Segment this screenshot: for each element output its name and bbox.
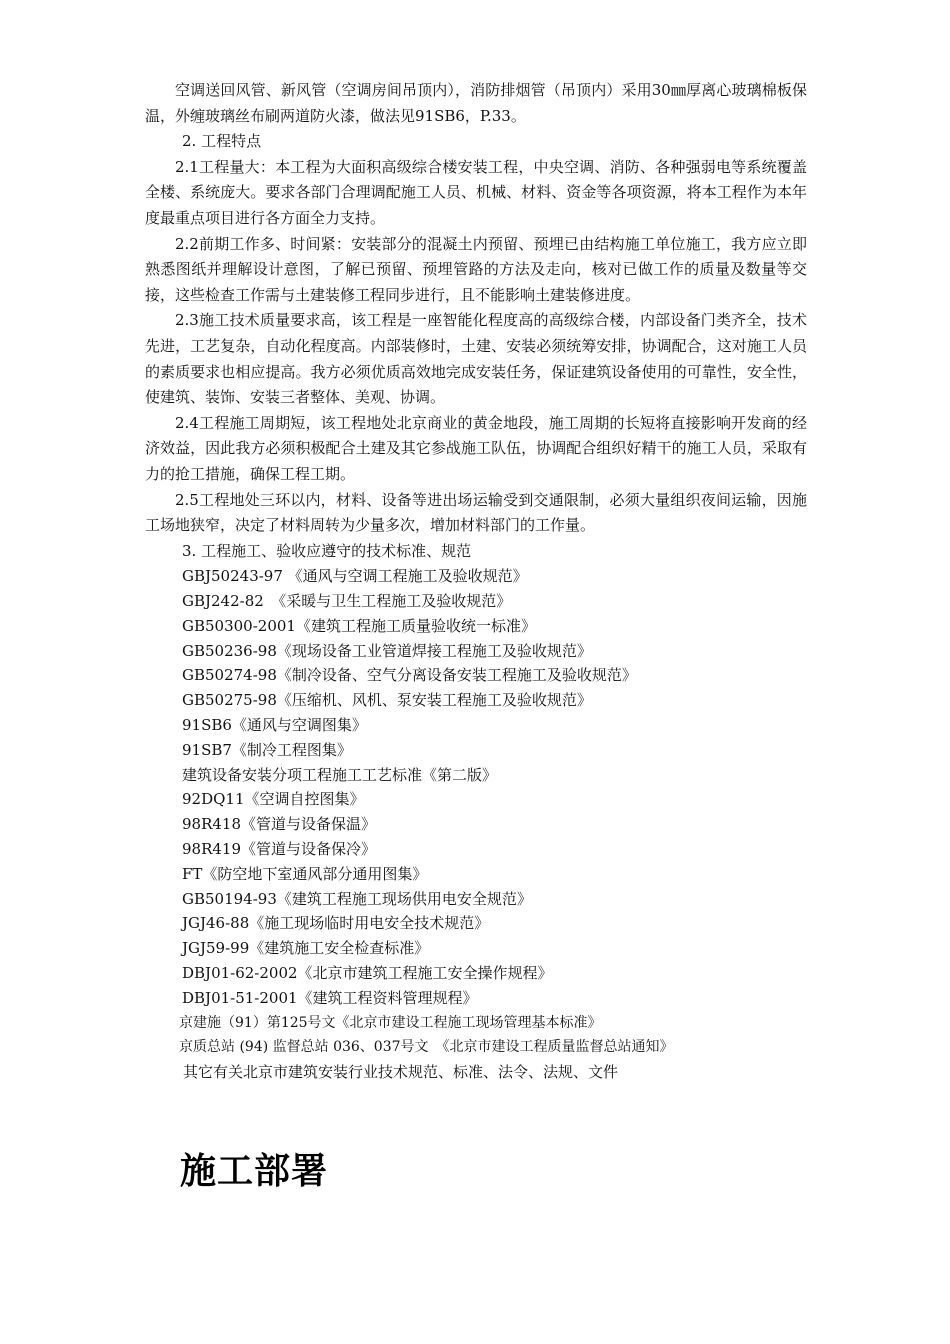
intro-paragraph: 空调送回风管、新风管（空调房间吊顶内），消防排烟管（吊顶内）采用30㎜厚离心玻璃棉板保温，外缠玻璃丝布刷两道防火漆，做法见91SB6，P.33。	[145, 81, 807, 125]
section-2-3-paragraph: 2.3施工技术质量要求高，该工程是一座智能化程度高的高级综合楼，内部设备门类齐全，技术先进，工艺复杂，自动化程度高。内部装修时，土建、安装必须统筹安排，协调配合，这对施工人员的素质要求也相应提高。我方必须优质高效地完成安装任务，保证建筑设备使用的可靠性，安全性，使建筑、装饰、安装三者整体、美观、协调。	[145, 311, 807, 407]
section-2-heading: 2. 工程特点	[182, 132, 262, 151]
section-2-4-paragraph: 2.4工程施工周期短，该工程地处北京商业的黄金地段，施工周期的长短将直接影响开发商的经济效益，因此我方必须积极配合土建及其它参战施工队伍，协调配合组织好精干的施工人员，采取有力的抢工措施，确保工程工期。	[145, 413, 807, 483]
section-2-5-paragraph: 2.5工程地处三环以内，材料、设备等进出场运输受到交通限制，必须大量组织夜间运输，因施工场地狭窄，决定了材料周转为少量多次，增加材料部门的工作量。	[145, 490, 807, 535]
standard-item: GB50236-98《现场设备工业管道焊接工程施工及验收规范》	[182, 641, 592, 660]
next-section-title: 施工部署	[180, 1151, 329, 1192]
standard-item: GBJ242-82 《采暖与卫生工程施工及验收规范》	[182, 592, 512, 611]
standards-list	[145, 564, 807, 1085]
standard-item: GB50300-2001《建筑工程施工质量验收统一标准》	[182, 616, 536, 635]
section-3-heading: 3. 工程施工、验收应遵守的技术标准、规范	[182, 541, 472, 560]
standard-item: 91SB7《制冷工程图集》	[182, 740, 352, 759]
standard-item: 京建施（91）第125号文《北京市建设工程施工现场管理基本标准》	[179, 1014, 602, 1031]
standard-item: DBJ01-51-2001《建筑工程资料管理规程》	[182, 988, 478, 1007]
standards-closing-line: 其它有关北京市建筑安装行业技术规范、标准、法令、法规、文件	[183, 1063, 619, 1082]
standard-item: 98R418《管道与设备保温》	[182, 815, 377, 834]
standard-item: 92DQ11《空调自控图集》	[182, 790, 365, 809]
standard-item: JGJ59-99《建筑施工安全检查标准》	[182, 939, 430, 958]
standard-item: GB50194-93《建筑工程施工现场供用电安全规范》	[182, 889, 532, 908]
standard-item: GB50274-98《制冷设备、空气分离设备安装工程施工及验收规范》	[182, 666, 637, 685]
section-2-1-paragraph: 2.1工程量大：本工程为大面积高级综合楼安装工程，中央空调、消防、各种强弱电等系统覆盖全楼、系统庞大。要求各部门合理调配施工人员、机械、材料、资金等各项资源，将本工程作为本年度最重点项目进行各方面全力支持。	[145, 157, 807, 227]
standard-item: 91SB6《通风与空调图集》	[182, 716, 367, 735]
document-body	[145, 78, 807, 1085]
standard-item: FT《防空地下室通风部分通用图集》	[182, 864, 428, 883]
standard-item: GB50275-98《压缩机、风机、泵安装工程施工及验收规范》	[182, 691, 592, 710]
standard-item: JGJ46-88《施工现场临时用电安全技术规范》	[182, 914, 490, 933]
standard-item: DBJ01-62-2002《北京市建筑工程施工安全操作规程》	[182, 964, 553, 983]
section-2-2-paragraph: 2.2前期工作多、时间紧：安装部分的混凝土内预留、预埋已由结构施工单位施工，我方应立即熟悉图纸并理解设计意图，了解已预留、预埋管路的方法及走向，核对已做工作的质量及数量等交接，这些检查工作需与土建装修工程同步进行，且不能影响土建装修进度。	[145, 234, 807, 304]
standard-item: GBJ50243-97 《通风与空调工程施工及验收规范》	[182, 567, 528, 586]
standard-item: 京质总站 (94) 监督总站 036、037号文 《北京市建设工程质量监督总站通知》	[179, 1039, 674, 1056]
standard-item: 建筑设备安装分项工程施工工艺标准《第二版》	[182, 765, 498, 784]
standard-item: 98R419《管道与设备保冷》	[182, 840, 377, 859]
